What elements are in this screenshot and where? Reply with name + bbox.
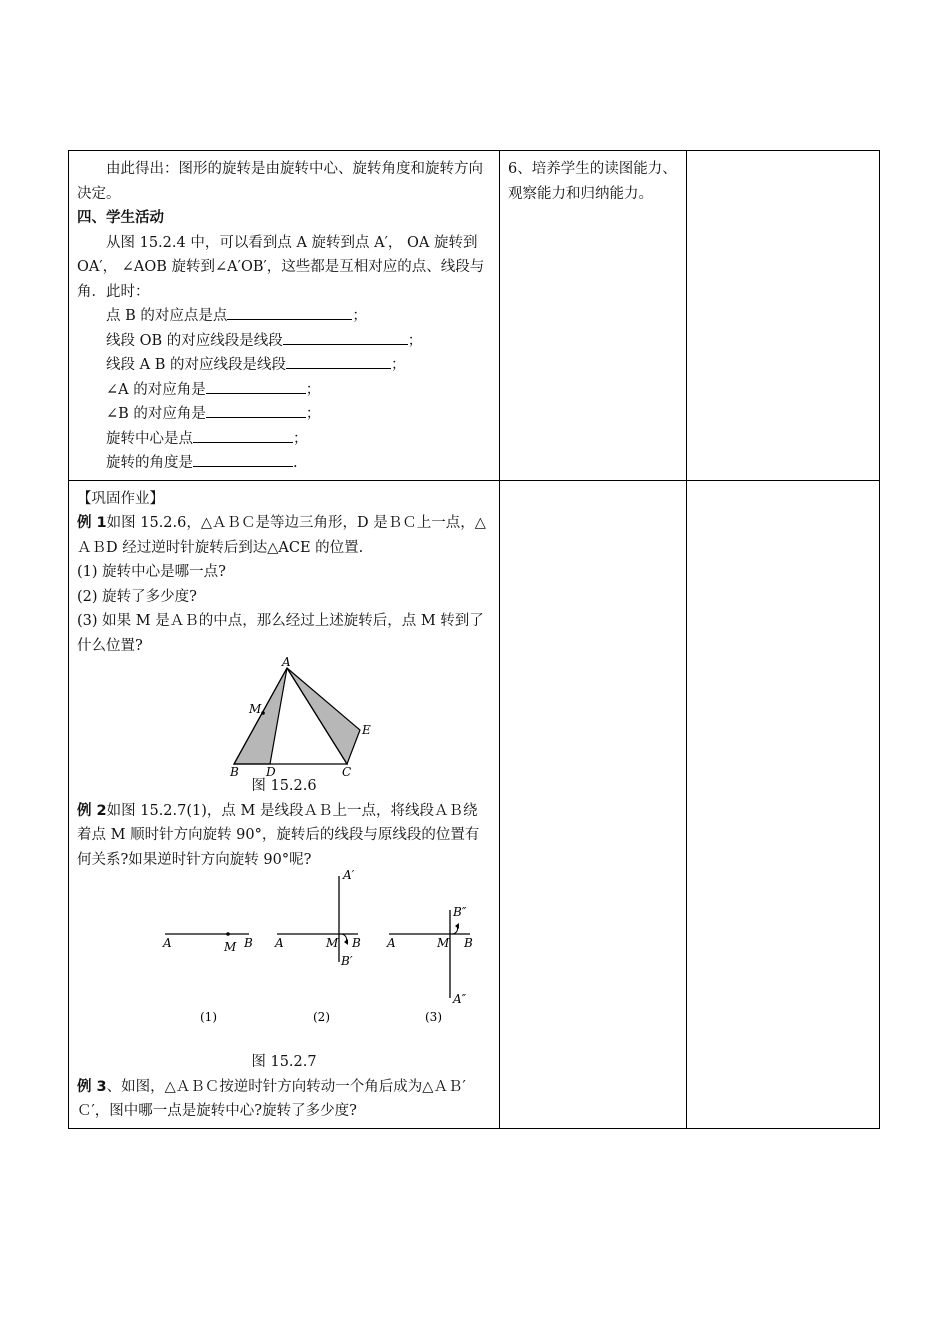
example-label: 例 2 <box>77 802 107 819</box>
label-e: E <box>362 723 371 737</box>
label-b: B <box>244 936 253 950</box>
answer-blank[interactable] <box>283 329 408 345</box>
panel-label: (1) <box>200 1010 217 1024</box>
example-2: 例 2如图 15.2.7(1)，点 M 是线段ＡＢ上一点，将线段ＡＢ绕着点 M 顺时针方向旋转 90°，旋转后的线段与原线段的位置有何关系?如果逆时针方向旋转 90°呢? <box>77 802 480 868</box>
blank-item: ∠B 的对应角是 ； <box>77 402 491 427</box>
goal-text: 6、培养学生的读图能力、观察能力和归纳能力。 <box>508 161 677 202</box>
label-a: A <box>282 655 291 669</box>
answer-blank[interactable] <box>193 451 293 467</box>
empty-cell <box>687 151 880 481</box>
conclusion-text: 由此得出：图形的旋转是由旋转中心、旋转角度和旋转方向决定。 <box>77 161 483 202</box>
blank-item: 点 B 的对应点是点 ； <box>77 304 491 329</box>
answer-blank[interactable] <box>286 353 391 369</box>
blank-item: ∠A 的对应角是 ； <box>77 378 491 403</box>
example-label: 例 1 <box>77 515 107 531</box>
label-a: A <box>163 936 172 950</box>
label-b: B <box>230 765 239 779</box>
panel-label: (2) <box>313 1010 330 1024</box>
label-d: D <box>266 765 276 779</box>
figure-caption: 图 15.2.6 <box>251 778 317 794</box>
label-m: M <box>437 936 450 950</box>
point-m <box>261 711 265 715</box>
triangle-ace <box>287 668 360 764</box>
table-row <box>69 480 880 1128</box>
activity-heading: 四、学生活动 <box>77 210 164 226</box>
point-m <box>226 932 230 936</box>
answer-blank[interactable] <box>206 378 306 394</box>
label-a: A <box>387 936 396 950</box>
figure-15-2-7 <box>119 868 473 1050</box>
label-a-double: A″ <box>453 992 467 1006</box>
figure-15-2-6 <box>199 655 371 779</box>
answer-blank[interactable] <box>193 427 293 443</box>
goal-cell <box>500 151 687 481</box>
content-cell <box>69 480 500 1128</box>
answer-blank[interactable] <box>206 402 306 418</box>
content-cell <box>69 151 500 481</box>
blank-item: 旋转中心是点 ； <box>77 427 491 452</box>
homework-heading: 【巩固作业】 <box>77 490 164 507</box>
label-a: A <box>275 936 284 950</box>
table-row <box>69 151 880 481</box>
lesson-plan-table <box>68 150 880 1129</box>
question-item: (2) 旋转了多少度? <box>77 588 197 605</box>
question-item: (3) 如果 M 是ＡＢ的中点，那么经过上述旋转后，点 M 转到了什么位置? <box>77 613 484 654</box>
label-m: M <box>224 940 237 954</box>
label-c: C <box>342 765 352 779</box>
label-b: B <box>464 936 473 950</box>
example-label: 例 3 <box>77 1078 107 1095</box>
label-b-double: B″ <box>453 905 467 919</box>
empty-cell <box>687 480 880 1128</box>
activity-intro: 从图 15.2.4 中，可以看到点 A 旋转到点 A′， OA 旋转到 OA′， ∠AOB 旋转到∠A′OB′，这些都是互相对应的点、线段与角．此时： <box>77 234 485 300</box>
answer-blank[interactable] <box>227 304 352 320</box>
empty-cell <box>500 480 687 1128</box>
question-item: (1) 旋转中心是哪一点? <box>77 564 226 580</box>
example-3: 例 3、如图，△ＡＢＣ按逆时针方向转动一个角后成为△ＡＢ′Ｃ′，图中哪一点是旋转中心?旋转了多少度? <box>77 1078 466 1119</box>
panel-label: (3) <box>425 1010 442 1024</box>
blank-item: 旋转的角度是 . <box>77 451 491 476</box>
label-b-prime: B′ <box>341 954 353 968</box>
blank-item: 线段 OB 的对应线段是线段 ； <box>77 329 491 354</box>
label-m: M <box>326 936 339 950</box>
blank-item: 线段 A B 的对应线段是线段 ； <box>77 353 491 378</box>
figure-caption: 图 15.2.7 <box>251 1054 317 1070</box>
example-1: 例 1如图 15.2.6，△ＡＢＣ是等边三角形，D 是ＢＣ上一点，△ＡＢD 经过逆时针旋转后到达△ACE 的位置. <box>77 515 486 556</box>
label-b: B <box>352 936 361 950</box>
label-m: M <box>249 702 262 716</box>
label-a-prime: A′ <box>343 868 355 882</box>
